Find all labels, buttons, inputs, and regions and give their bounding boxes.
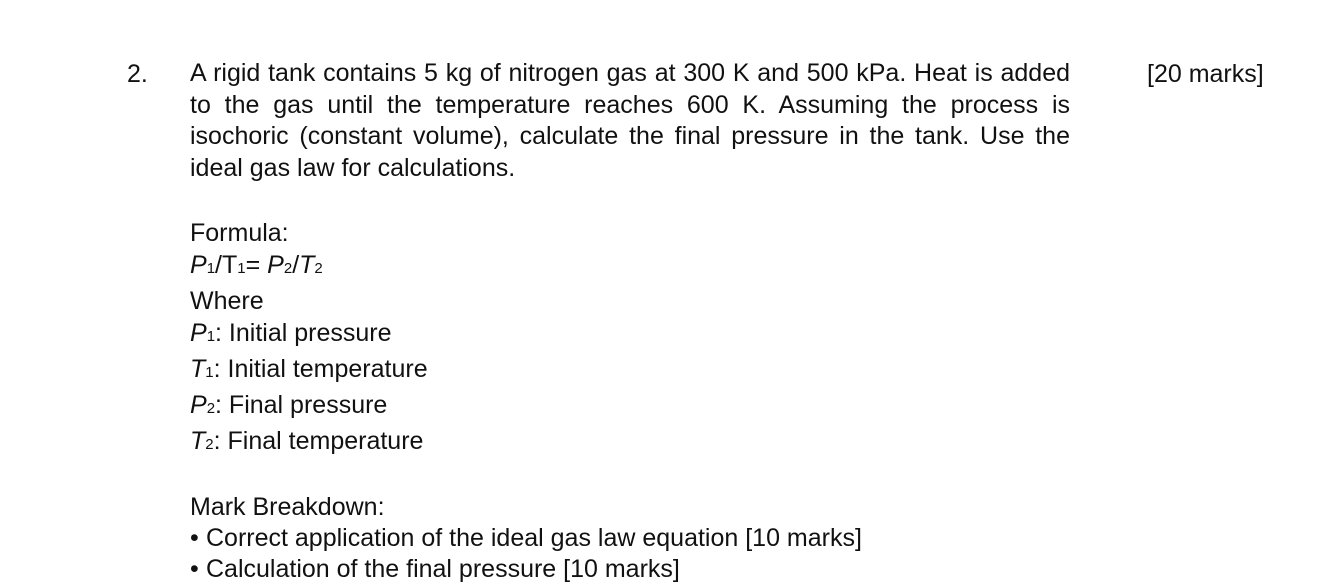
definition-final-temperature bbox=[190, 425, 1070, 461]
bullet-icon: • bbox=[190, 524, 199, 552]
definition-symbol-subscript: 1 bbox=[206, 328, 216, 345]
question-marks: [20 marks] bbox=[1147, 60, 1264, 88]
definition-symbol bbox=[190, 319, 215, 347]
definition-symbol-subscript: 2 bbox=[205, 436, 214, 453]
definition-initial-pressure bbox=[190, 317, 1070, 353]
equation-slash-2: / bbox=[292, 251, 300, 279]
equation-p1-symbol: P bbox=[190, 251, 207, 279]
breakdown-item bbox=[190, 523, 1070, 554]
definition-description: : Final temperature bbox=[213, 427, 424, 455]
equation-t1-subscript: 1 bbox=[237, 260, 246, 277]
equation-p2-subscript: 2 bbox=[283, 260, 293, 277]
definition-description: : Final pressure bbox=[215, 391, 388, 419]
where-label: Where bbox=[190, 287, 264, 315]
equation-t1 bbox=[222, 251, 246, 279]
definition-description: : Initial pressure bbox=[215, 319, 392, 347]
definition-final-pressure bbox=[190, 389, 1070, 425]
definition-symbol bbox=[190, 355, 214, 383]
definition-description: : Initial temperature bbox=[213, 355, 428, 383]
breakdown-item-text: Calculation of the final pressure [10 marks] bbox=[206, 555, 680, 583]
breakdown-item bbox=[190, 554, 1070, 585]
equation-t2 bbox=[299, 251, 323, 279]
definition-initial-temperature bbox=[190, 353, 1070, 389]
equation-t1-symbol: T bbox=[221, 251, 238, 279]
mark-breakdown-section bbox=[190, 492, 1070, 585]
definition-symbol-subscript: 1 bbox=[205, 364, 214, 381]
formula-section bbox=[190, 217, 1070, 461]
equation-p1 bbox=[190, 251, 215, 279]
definition-symbol-letter: T bbox=[190, 427, 206, 455]
equation-t2-subscript: 2 bbox=[314, 260, 323, 277]
equation-equals: = bbox=[245, 251, 268, 279]
definition-symbol-subscript: 2 bbox=[206, 400, 216, 417]
formula-heading: Formula: bbox=[190, 219, 289, 247]
definition-symbol-letter: P bbox=[190, 391, 207, 419]
definition-symbol-letter: P bbox=[190, 319, 207, 347]
equation-slash-1: / bbox=[215, 251, 222, 279]
breakdown-item-text: Correct application of the ideal gas law equation [10 marks] bbox=[206, 524, 862, 552]
equation-p2 bbox=[267, 251, 292, 279]
formula-equation bbox=[190, 249, 1070, 285]
equation-t2-symbol: T bbox=[299, 251, 315, 279]
equation-p2-symbol: P bbox=[267, 251, 284, 279]
definition-symbol-letter: T bbox=[190, 355, 206, 383]
definition-symbol bbox=[190, 391, 215, 419]
equation-p1-subscript: 1 bbox=[206, 260, 216, 277]
question-number: 2. bbox=[127, 60, 148, 88]
bullet-icon: • bbox=[190, 555, 199, 583]
question-text: A rigid tank contains 5 kg of nitrogen gas at 300 K and 500 kPa. Heat is added to the gas until the temperature reaches 600 K. Assuming the process is isochoric (constant volume), calculate the final pressure in the tank. Use the ideal gas law for calculations. bbox=[190, 59, 1070, 182]
question-body bbox=[190, 58, 1070, 585]
definition-symbol bbox=[190, 427, 214, 455]
mark-breakdown-heading: Mark Breakdown: bbox=[190, 493, 385, 521]
